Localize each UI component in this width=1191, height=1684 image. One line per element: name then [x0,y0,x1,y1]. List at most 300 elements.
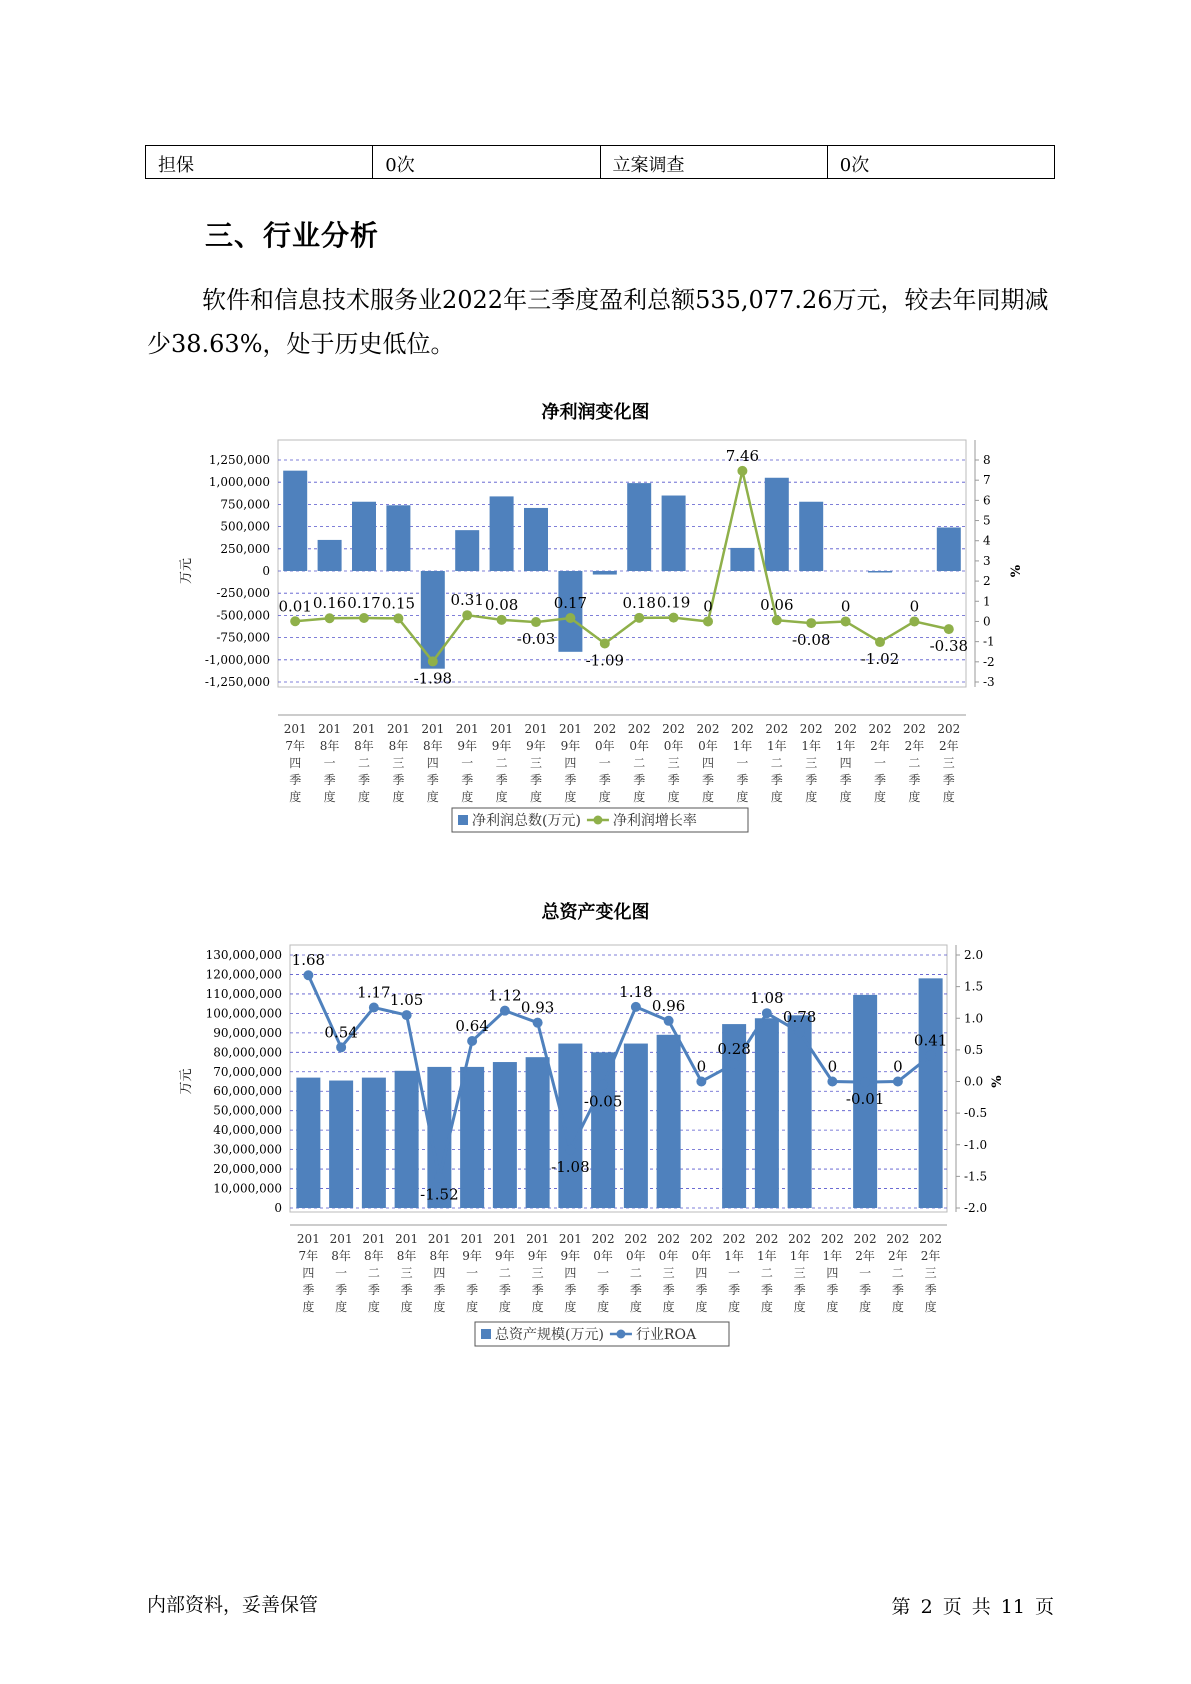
x-tick-label: 度 [662,1300,675,1314]
y-tick-label: 30,000,000 [213,1142,282,1157]
line-point [290,616,300,626]
x-tick-label: 季 [335,1283,348,1297]
data-label: 1.17 [357,983,391,1002]
line-point [664,1016,674,1026]
secondary-axis-title: % [1009,564,1024,578]
line-point [467,1036,477,1046]
x-tick-label: 季 [598,773,611,787]
line-point [806,618,816,628]
x-tick-label: 季 [466,1283,479,1297]
data-label: 0.31 [450,591,484,610]
data-label: -0.01 [845,1090,885,1109]
y-tick-label: -1,250,000 [204,675,270,689]
x-tick-label: 202 [788,1232,812,1246]
x-tick-label: 三 [667,756,680,770]
line-point [600,638,610,648]
line-point [669,613,679,623]
x-tick-label: 季 [323,773,336,787]
x-tick-label: 季 [498,1283,511,1297]
x-tick-label: 0年 [663,739,684,753]
x-tick-label: 季 [289,773,302,787]
x-tick-label: 二 [498,1266,511,1280]
legend-bar-swatch [481,1329,491,1339]
x-tick-label: 8年 [396,1249,417,1263]
x-tick-label: 三 [392,756,405,770]
x-tick-label: 一 [873,756,887,770]
x-tick-label: 度 [859,1300,872,1314]
data-label: 0 [909,597,920,616]
table-cell: 担保 [146,146,373,179]
data-label: -0.03 [516,630,556,649]
line-point [944,624,954,634]
data-label: -1.02 [860,650,900,669]
x-tick-label: 三 [793,1266,806,1280]
line-point [359,613,369,623]
x-tick-label: 度 [433,1300,446,1314]
x-tick-label: 度 [805,790,818,804]
y-tick-label: 70,000,000 [213,1064,282,1079]
table-cell: 立案调查 [600,146,827,179]
secondary-tick-label: 5 [983,513,991,528]
x-tick-label: 202 [919,1232,943,1246]
x-tick-label: 202 [730,722,754,736]
data-label: 1.08 [750,989,784,1008]
net-profit-chart-title: 净利润变化图 [541,402,650,423]
y-tick-label: 750,000 [220,497,270,512]
data-label: 7.46 [725,446,760,465]
x-tick-label: 度 [564,790,577,804]
secondary-tick-label: 4 [983,533,991,548]
legend-label: 净利润总数(万元) [472,813,581,829]
line-point [696,1077,706,1087]
y-axis-title: 万元 [179,557,194,585]
line-point [500,1006,510,1016]
x-tick-label: 202 [902,722,926,736]
secondary-tick-label: -2 [983,654,995,669]
x-tick-label: 1年 [766,739,787,753]
x-tick-label: 季 [302,1283,315,1297]
x-tick-label: 1年 [724,1249,744,1263]
x-tick-label: 0年 [698,739,718,753]
line-point [729,1059,739,1069]
data-label: 1.05 [389,991,424,1010]
data-label: 0.18 [622,593,656,612]
x-tick-label: 四 [564,756,577,770]
x-tick-label: 201 [329,1232,353,1246]
bar [755,1018,779,1208]
y-tick-label: 110,000,000 [205,986,282,1001]
x-tick-label: 202 [853,1232,877,1246]
data-label: 1.12 [488,986,522,1005]
data-label: 0 [696,1057,707,1076]
x-tick-label: 度 [760,1300,773,1314]
x-tick-label: 季 [564,1283,577,1297]
secondary-tick-label: 0 [983,614,991,629]
data-label: 0.78 [782,1008,817,1027]
x-tick-label: 二 [770,756,783,770]
bar [558,1044,582,1208]
line-point [402,1010,412,1020]
x-tick-label: 1年 [822,1249,843,1263]
y-tick-label: 80,000,000 [213,1045,282,1060]
x-tick-label: 0年 [626,1249,646,1263]
x-tick-label: 一 [466,1266,479,1280]
x-tick-label: 度 [289,790,302,804]
x-tick-label: 季 [793,1283,806,1297]
table-cell: 0次 [373,146,600,179]
x-tick-label: 三 [529,756,543,770]
x-tick-label: 0年 [593,1249,613,1263]
info-table [145,145,1055,179]
x-tick-label: 201 [386,722,410,736]
y-tick-label: 500,000 [220,519,270,534]
x-tick-label: 季 [367,1283,380,1297]
x-tick-label: 度 [323,790,336,804]
bar [493,1062,517,1208]
secondary-tick-label: 0.0 [964,1074,984,1089]
secondary-tick-label: 1.0 [964,1011,984,1026]
x-tick-label: 201 [395,1232,419,1246]
x-tick-label: 季 [695,1283,708,1297]
x-tick-label: 度 [695,1300,708,1314]
x-tick-label: 9年 [457,739,478,753]
data-label: 0.16 [312,594,347,613]
data-label: -0.38 [929,637,969,656]
secondary-tick-label: 2.0 [964,948,984,962]
x-tick-label: 季 [942,773,955,787]
footer-confidential-note: 内部资料，妥善保管 [147,1594,319,1616]
y-tick-label: 1,250,000 [208,453,270,467]
x-tick-label: 度 [495,790,508,804]
x-tick-label: 9年 [462,1249,482,1263]
data-label: 0.19 [656,593,691,612]
y-tick-label: 40,000,000 [213,1123,282,1138]
x-tick-label: 1年 [835,739,856,753]
x-tick-label: 201 [558,1232,582,1246]
x-tick-label: 度 [633,790,646,804]
x-tick-label: 季 [859,1283,872,1297]
y-tick-label: -250,000 [216,586,270,601]
line-point [737,466,747,476]
x-tick-label: 9年 [527,1249,548,1263]
x-tick-label: 201 [283,722,307,736]
bar [283,471,307,571]
secondary-tick-label: -0.5 [964,1106,988,1121]
x-tick-label: 2年 [888,1249,908,1263]
legend-line-marker [616,1330,625,1339]
x-tick-label: 度 [564,1300,577,1314]
x-tick-label: 季 [891,1283,904,1297]
x-tick-label: 一 [859,1266,872,1280]
data-label: -1.08 [551,1157,590,1176]
x-tick-label: 一 [736,756,749,770]
secondary-tick-label: 6 [983,493,991,508]
x-tick-label: 1年 [789,1249,810,1263]
x-tick-label: 202 [886,1232,910,1246]
x-tick-label: 201 [490,722,514,736]
secondary-tick-label: -1 [983,634,995,649]
bar [765,478,789,571]
x-tick-label: 度 [793,1300,806,1314]
legend-line-marker [593,816,602,825]
line-point [841,616,851,626]
x-tick-label: 7年 [285,739,306,753]
x-tick-label: 季 [770,773,783,787]
data-label: 0.54 [324,1023,358,1042]
x-tick-label: 季 [400,1283,413,1297]
y-tick-label: 90,000,000 [213,1025,282,1040]
x-tick-label: 度 [598,790,611,804]
x-tick-label: 度 [839,790,852,804]
x-tick-label: 度 [873,790,887,804]
x-tick-label: 度 [667,790,680,804]
x-tick-label: 三 [942,756,955,770]
data-label: 0.01 [278,597,312,616]
table-cell: 0次 [827,146,1054,179]
x-tick-label: 8年 [331,1249,351,1263]
y-tick-label: 0 [274,1201,282,1215]
y-tick-label: 1,000,000 [208,475,270,490]
x-tick-label: 度 [629,1300,642,1314]
bar [657,1035,681,1208]
data-label: -1.98 [413,669,453,688]
x-tick-label: 8年 [429,1249,450,1263]
x-tick-label: 三 [662,1266,675,1280]
x-tick-label: 202 [662,722,686,736]
secondary-tick-label: 1 [983,594,991,609]
x-tick-label: 一 [461,756,474,770]
x-tick-label: 季 [728,1283,741,1297]
secondary-tick-label: -2.0 [964,1201,988,1215]
table-row [146,146,1055,179]
x-tick-label: 202 [696,722,720,736]
x-tick-label: 201 [524,722,548,736]
x-tick-label: 202 [657,1232,681,1246]
bar [490,496,514,571]
x-tick-label: 四 [426,756,439,770]
line-point [462,610,472,620]
x-tick-label: 度 [367,1300,380,1314]
line-point [533,1018,543,1028]
x-tick-label: 季 [839,773,852,787]
y-tick-label: 120,000,000 [205,967,282,982]
bar [799,502,823,571]
x-tick-label: 0年 [658,1249,679,1263]
x-tick-label: 8年 [388,739,409,753]
line-point [795,1027,805,1037]
x-tick-label: 度 [461,790,474,804]
secondary-tick-label: -3 [983,675,995,689]
total-assets-chart-title: 总资产变化图 [541,902,650,923]
x-tick-label: 季 [736,773,749,787]
data-label: -0.05 [583,1092,623,1111]
x-tick-label: 季 [357,773,371,787]
data-label: 0.41 [913,1031,948,1050]
legend-bar-swatch [458,815,468,825]
line-point [703,616,713,626]
x-tick-label: 三 [400,1266,413,1280]
x-tick-label: 季 [629,1283,642,1297]
x-tick-label: 8年 [354,739,374,753]
x-tick-label: 一 [323,756,336,770]
secondary-tick-label: 2 [983,574,991,589]
x-tick-label: 201 [352,722,376,736]
x-tick-label: 季 [760,1283,773,1297]
x-tick-label: 四 [564,1266,577,1280]
line-point [772,615,782,625]
x-tick-label: 度 [728,1300,741,1314]
x-tick-label: 7年 [298,1249,319,1263]
x-tick-label: 202 [627,722,651,736]
x-tick-label: 8年 [364,1249,384,1263]
y-tick-label: 250,000 [220,541,270,556]
secondary-tick-label: 3 [983,553,991,568]
data-label: 0.08 [484,595,519,614]
bar [919,978,943,1208]
x-tick-label: 度 [826,1300,839,1314]
line-point [565,613,575,623]
x-tick-label: 四 [826,1266,839,1280]
line-point [827,1077,837,1087]
line-point [369,1002,379,1012]
line-point [875,637,885,647]
x-tick-label: 度 [701,790,715,804]
data-label: 1.68 [291,951,326,970]
x-tick-label: 季 [426,773,439,787]
y-tick-label: 50,000,000 [213,1103,282,1118]
x-tick-label: 季 [873,773,887,787]
x-tick-label: 三 [924,1266,937,1280]
x-tick-label: 9年 [526,739,546,753]
x-tick-label: 三 [805,756,818,770]
y-tick-label: 100,000,000 [205,1006,282,1021]
x-tick-label: 四 [839,756,852,770]
bar [593,571,617,575]
secondary-tick-label: 0.5 [964,1042,984,1057]
x-tick-label: 2年 [904,739,925,753]
x-tick-label: 202 [689,1232,713,1246]
x-tick-label: 季 [495,773,508,787]
x-tick-label: 9年 [495,1249,515,1263]
legend-label: 行业ROA [635,1327,697,1343]
data-label: 0 [703,597,713,616]
line-point [598,1080,608,1090]
bar [362,1078,386,1208]
y-tick-label: -750,000 [216,630,270,645]
line-point [531,617,541,627]
x-tick-label: 四 [701,756,715,770]
x-tick-label: 度 [392,790,405,804]
x-tick-label: 度 [770,790,783,804]
x-tick-label: 度 [426,790,439,804]
x-tick-label: 2年 [855,1249,875,1263]
x-tick-label: 季 [805,773,818,787]
x-tick-label: 9年 [560,739,581,753]
x-tick-label: 201 [296,1232,320,1246]
line-point [434,1173,444,1183]
line-point [909,616,919,626]
line-point [565,1145,575,1155]
x-tick-label: 二 [367,1266,380,1280]
x-tick-label: 季 [564,773,577,787]
bar [627,483,651,571]
x-tick-label: 一 [597,1266,610,1280]
x-tick-label: 8年 [422,739,443,753]
line-point [893,1077,903,1087]
x-tick-label: 202 [868,722,892,736]
bar [421,571,445,669]
bar [591,1052,615,1208]
x-tick-label: 季 [529,773,543,787]
net-profit-chart [0,420,1191,840]
x-tick-label: 季 [461,773,474,787]
line-point [762,1008,772,1018]
x-tick-label: 2年 [920,1249,941,1263]
data-label: 0.17 [347,594,381,613]
x-tick-label: 201 [318,722,342,736]
line-point [336,1042,346,1052]
x-tick-label: 四 [289,756,302,770]
x-tick-label: 度 [924,1300,937,1314]
x-tick-label: 2年 [938,739,959,753]
x-tick-label: 二 [891,1266,904,1280]
x-tick-label: 四 [695,1266,708,1280]
x-tick-label: 201 [558,722,582,736]
data-label: 0.17 [553,594,588,613]
x-tick-label: 1年 [757,1249,777,1263]
x-tick-label: 二 [629,1266,642,1280]
x-tick-label: 季 [392,773,405,787]
x-tick-label: 季 [908,773,921,787]
x-tick-label: 202 [799,722,823,736]
y-axis-title: 万元 [179,1068,194,1095]
x-tick-label: 度 [335,1300,348,1314]
x-tick-label: 0年 [629,739,650,753]
total-assets-chart [0,925,1191,1345]
data-label: -0.08 [791,631,831,650]
line-point [325,613,335,623]
x-tick-label: 一 [335,1266,348,1280]
x-tick-label: 二 [495,756,508,770]
x-tick-label: 一 [598,756,611,770]
data-label: 0 [840,597,851,616]
x-tick-label: 度 [529,790,543,804]
x-tick-label: 季 [662,1283,675,1297]
data-label: 0 [827,1057,838,1076]
x-tick-label: 202 [937,722,961,736]
bar [395,1071,419,1208]
x-tick-label: 季 [667,773,680,787]
x-tick-label: 季 [924,1283,937,1297]
y-tick-label: 20,000,000 [213,1162,282,1177]
bar [937,527,961,571]
x-tick-label: 度 [357,790,371,804]
x-tick-label: 202 [593,722,617,736]
x-tick-label: 季 [826,1283,839,1297]
y-tick-label: 60,000,000 [213,1084,282,1099]
x-tick-label: 四 [433,1266,446,1280]
x-tick-label: 202 [755,1232,779,1246]
x-tick-label: 2年 [870,739,890,753]
x-tick-label: 度 [908,790,921,804]
bar [624,1044,648,1208]
x-tick-label: 201 [427,1232,451,1246]
x-tick-label: 度 [466,1300,479,1314]
x-tick-label: 度 [498,1300,511,1314]
x-tick-label: 一 [728,1266,741,1280]
line-point [393,613,403,623]
line-point [860,1077,870,1087]
